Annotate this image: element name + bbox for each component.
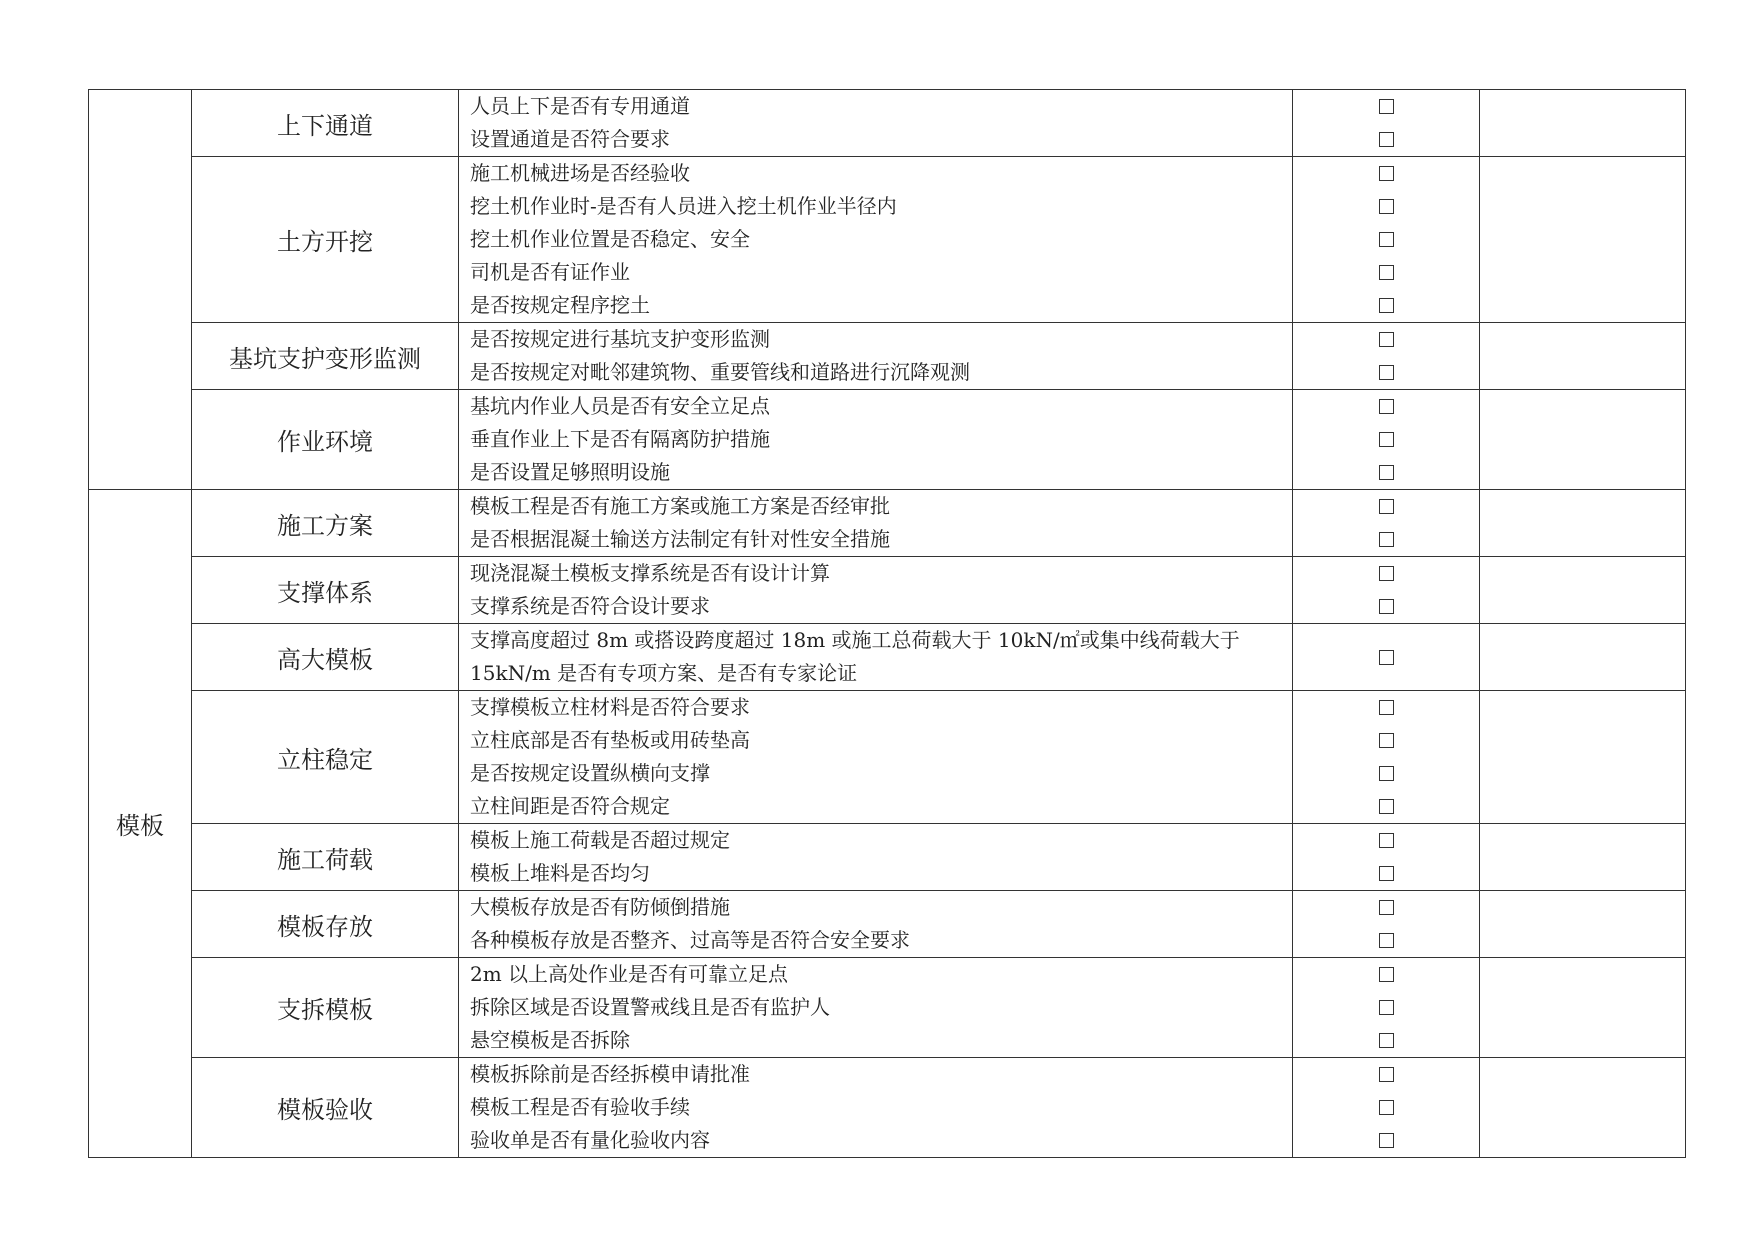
section-name-cell: 土方开挖	[192, 157, 459, 323]
checklist-body	[89, 90, 1686, 1158]
checkbox[interactable]	[1379, 166, 1394, 181]
table-row	[89, 958, 1686, 1058]
checkbox[interactable]	[1379, 799, 1394, 814]
check-item-text: 拆除区域是否设置警戒线且是否有监护人	[470, 995, 830, 1019]
section-name-cell: 基坑支护变形监测	[192, 323, 459, 390]
check-items-cell	[459, 958, 1293, 1058]
check-item-text: 司机是否有证作业	[470, 260, 630, 284]
checkbox-wrapper	[1293, 423, 1479, 456]
check-item-text: 是否按规定程序挖土	[470, 293, 650, 317]
check-item-text: 是否设置足够照明设施	[470, 460, 670, 484]
checkbox[interactable]	[1379, 766, 1394, 781]
checkbox-wrapper	[1293, 456, 1479, 489]
checkbox[interactable]	[1379, 866, 1394, 881]
checkbox[interactable]	[1379, 1000, 1394, 1015]
checkbox-wrapper	[1293, 857, 1479, 890]
check-item-text: 是否按规定对毗邻建筑物、重要管线和道路进行沉降观测	[470, 360, 970, 384]
category-cell	[89, 90, 192, 490]
checkbox-wrapper	[1293, 323, 1479, 356]
section-name-cell: 模板验收	[192, 1058, 459, 1158]
checkbox-wrapper	[1293, 356, 1479, 389]
remarks-cell[interactable]	[1480, 490, 1686, 557]
check-item-text: 支撑系统是否符合设计要求	[470, 594, 710, 618]
checkbox-cell	[1293, 691, 1480, 824]
checkbox[interactable]	[1379, 900, 1394, 915]
table-row	[89, 390, 1686, 490]
remarks-cell[interactable]	[1480, 1058, 1686, 1158]
check-item-text: 悬空模板是否拆除	[470, 1028, 630, 1052]
check-item-text: 模板拆除前是否经拆模申请批准	[470, 1062, 750, 1086]
check-item-text: 模板上施工荷载是否超过规定	[470, 828, 730, 852]
checkbox[interactable]	[1379, 465, 1394, 480]
category-cell: 模板	[89, 490, 192, 1158]
check-item-text: 垂直作业上下是否有隔离防护措施	[470, 427, 770, 451]
check-item-text: 设置通道是否符合要求	[470, 127, 670, 151]
checkbox[interactable]	[1379, 499, 1394, 514]
remarks-cell[interactable]	[1480, 824, 1686, 891]
check-item-text: 挖土机作业位置是否稳定、安全	[470, 227, 750, 251]
checkbox[interactable]	[1379, 399, 1394, 414]
check-item-text: 模板工程是否有验收手续	[470, 1095, 690, 1119]
checkbox-wrapper	[1293, 757, 1479, 790]
checkbox-wrapper	[1293, 190, 1479, 223]
inspection-checklist-table	[88, 89, 1686, 1158]
checkbox-cell	[1293, 90, 1480, 157]
section-name-cell: 作业环境	[192, 390, 459, 490]
checkbox[interactable]	[1379, 1033, 1394, 1048]
check-item-text: 模板工程是否有施工方案或施工方案是否经审批	[470, 494, 890, 518]
checkbox[interactable]	[1379, 933, 1394, 948]
checkbox-wrapper	[1293, 557, 1479, 590]
table-row	[89, 624, 1686, 691]
check-item-text: 立柱底部是否有垫板或用砖垫高	[470, 728, 750, 752]
check-item-text: 挖土机作业时-是否有人员进入挖土机作业半径内	[470, 194, 897, 218]
checkbox[interactable]	[1379, 1067, 1394, 1082]
checkbox-cell	[1293, 1058, 1480, 1158]
table-row	[89, 90, 1686, 157]
remarks-cell[interactable]	[1480, 157, 1686, 323]
checkbox-wrapper	[1293, 1124, 1479, 1157]
section-name-cell: 上下通道	[192, 90, 459, 157]
table-row	[89, 557, 1686, 624]
check-items-cell	[459, 624, 1293, 691]
remarks-cell[interactable]	[1480, 958, 1686, 1058]
checkbox[interactable]	[1379, 1133, 1394, 1148]
remarks-cell[interactable]	[1480, 891, 1686, 958]
section-name-cell: 施工方案	[192, 490, 459, 557]
checkbox-cell	[1293, 390, 1480, 490]
checkbox-cell	[1293, 958, 1480, 1058]
checkbox[interactable]	[1379, 298, 1394, 313]
checkbox-wrapper	[1293, 289, 1479, 322]
section-name-cell: 立柱稳定	[192, 691, 459, 824]
section-name-cell: 模板存放	[192, 891, 459, 958]
checkbox[interactable]	[1379, 566, 1394, 581]
checkbox[interactable]	[1379, 332, 1394, 347]
remarks-cell[interactable]	[1480, 90, 1686, 157]
check-item-text: 验收单是否有量化验收内容	[470, 1128, 710, 1152]
checkbox-cell	[1293, 891, 1480, 958]
table-row	[89, 490, 1686, 557]
check-item-text: 2m 以上高处作业是否有可靠立足点	[470, 962, 789, 986]
checkbox-wrapper	[1293, 691, 1479, 724]
checkbox[interactable]	[1379, 599, 1394, 614]
remarks-cell[interactable]	[1480, 557, 1686, 624]
section-name-cell: 高大模板	[192, 624, 459, 691]
table-row	[89, 1058, 1686, 1158]
checkbox[interactable]	[1379, 99, 1394, 114]
checkbox-cell	[1293, 490, 1480, 557]
remarks-cell[interactable]	[1480, 323, 1686, 390]
checkbox-wrapper	[1293, 590, 1479, 623]
check-item-text: 各种模板存放是否整齐、过高等是否符合安全要求	[470, 928, 910, 952]
checkbox-wrapper	[1293, 824, 1479, 857]
table-row	[89, 891, 1686, 958]
remarks-cell[interactable]	[1480, 390, 1686, 490]
checkbox-wrapper	[1293, 90, 1479, 123]
checkbox[interactable]	[1379, 733, 1394, 748]
check-items-cell	[459, 490, 1293, 557]
check-item-text: 现浇混凝土模板支撑系统是否有设计计算	[470, 561, 830, 585]
check-items-cell	[459, 691, 1293, 824]
checkbox-wrapper	[1293, 991, 1479, 1024]
checkbox[interactable]	[1379, 132, 1394, 147]
check-item-text: 是否按规定进行基坑支护变形监测	[470, 327, 770, 351]
table-row	[89, 691, 1686, 824]
check-item-text: 大模板存放是否有防倾倒措施	[470, 895, 730, 919]
checkbox-wrapper	[1293, 1024, 1479, 1057]
checkbox-wrapper	[1293, 1058, 1479, 1091]
checkbox-wrapper	[1293, 724, 1479, 757]
checkbox-cell	[1293, 557, 1480, 624]
checkbox[interactable]	[1379, 432, 1394, 447]
check-items-cell	[459, 891, 1293, 958]
check-item-text: 基坑内作业人员是否有安全立足点	[470, 394, 770, 418]
check-items-cell	[459, 323, 1293, 390]
checkbox-cell	[1293, 157, 1480, 323]
check-item-text: 支撑高度超过 8m 或搭设跨度超过 18m 或施工总荷载大于 10kN/㎡或集中线荷载大于 15kN/m 是否有专项方案、是否有专家论证	[470, 628, 1240, 685]
checkbox-wrapper	[1293, 958, 1479, 991]
check-items-cell	[459, 557, 1293, 624]
checkbox[interactable]	[1379, 833, 1394, 848]
checkbox-wrapper	[1293, 123, 1479, 156]
checkbox[interactable]	[1379, 650, 1394, 665]
check-items-cell	[459, 90, 1293, 157]
checkbox-wrapper	[1293, 1091, 1479, 1124]
checkbox-wrapper	[1293, 223, 1479, 256]
remarks-cell[interactable]	[1480, 624, 1686, 691]
checkbox[interactable]	[1379, 232, 1394, 247]
checkbox-wrapper	[1293, 523, 1479, 556]
check-item-text: 是否根据混凝土输送方法制定有针对性安全措施	[470, 527, 890, 551]
checkbox[interactable]	[1379, 700, 1394, 715]
table-row	[89, 824, 1686, 891]
checkbox-wrapper	[1293, 924, 1479, 957]
check-item-text: 施工机械进场是否经验收	[470, 161, 690, 185]
table-row	[89, 157, 1686, 323]
check-item-text: 支撑模板立柱材料是否符合要求	[470, 695, 750, 719]
check-item-text: 是否按规定设置纵横向支撑	[470, 761, 710, 785]
checkbox[interactable]	[1379, 532, 1394, 547]
table-row	[89, 323, 1686, 390]
checkbox-cell	[1293, 824, 1480, 891]
checkbox-wrapper	[1293, 390, 1479, 423]
check-items-cell	[459, 157, 1293, 323]
checkbox[interactable]	[1379, 1100, 1394, 1115]
check-items-cell	[459, 1058, 1293, 1158]
checkbox[interactable]	[1379, 199, 1394, 214]
checkbox-cell	[1293, 624, 1480, 691]
checkbox-cell	[1293, 323, 1480, 390]
check-item-text: 人员上下是否有专用通道	[470, 94, 690, 118]
section-name-cell: 支撑体系	[192, 557, 459, 624]
checkbox-wrapper	[1293, 256, 1479, 289]
checkbox-wrapper	[1293, 490, 1479, 523]
check-item-text: 模板上堆料是否均匀	[470, 861, 650, 885]
checkbox[interactable]	[1379, 967, 1394, 982]
checkbox-wrapper	[1293, 790, 1479, 823]
check-item-text: 立柱间距是否符合规定	[470, 794, 670, 818]
check-items-cell	[459, 824, 1293, 891]
checkbox-wrapper	[1293, 157, 1479, 190]
remarks-cell[interactable]	[1480, 691, 1686, 824]
checkbox-wrapper	[1293, 624, 1479, 690]
checkbox[interactable]	[1379, 265, 1394, 280]
checkbox[interactable]	[1379, 365, 1394, 380]
checkbox-wrapper	[1293, 891, 1479, 924]
section-name-cell: 施工荷载	[192, 824, 459, 891]
check-items-cell	[459, 390, 1293, 490]
section-name-cell: 支拆模板	[192, 958, 459, 1058]
